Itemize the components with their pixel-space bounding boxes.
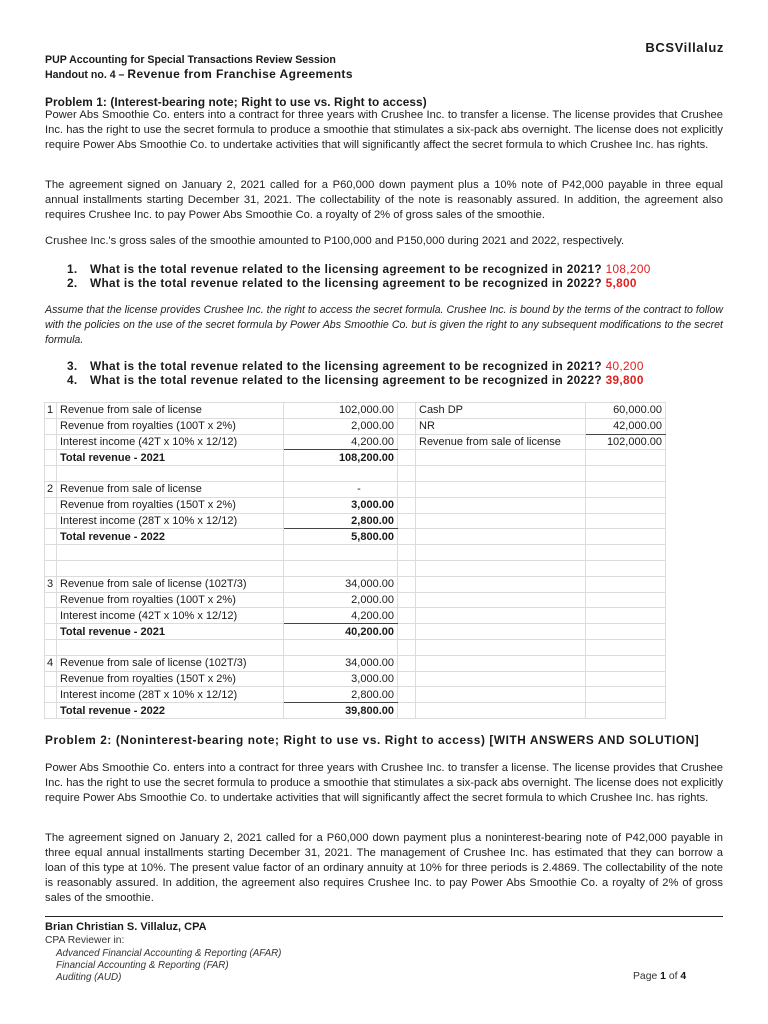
question-1: 1. What is the total revenue related to the licensing agreement to be recognized in 2021? 108,200 — [67, 262, 651, 276]
answer-4: 39,800 — [605, 373, 644, 387]
table-row: Total revenue - 2021 40,200.00 — [45, 624, 666, 640]
question-4: 4. What is the total revenue related to the licensing agreement to be recognized in 2022? 39,800 — [67, 373, 644, 387]
answer-2: 5,800 — [605, 276, 637, 290]
problem-1-paragraph-2: The agreement signed on January 2, 2021 called for a P60,000 down payment plus a 10% note of P42,000 payable in three equal annual installments starting December 31, 2021. The collectability of the note is reasonably assured. In addition, the agreement also requires Crushee Inc. to pay Power Abs Smoothie Co. a royalty of 2% of gross sales of the smoothie. — [45, 179, 723, 222]
problem-1-title: Problem 1: (Interest-bearing note; Right to use vs. Right to access) — [45, 95, 427, 109]
question-2: 2. What is the total revenue related to the licensing agreement to be recognized in 2022? 5,800 — [67, 276, 637, 290]
table-row: 1 Revenue from sale of license 102,000.00 Cash DP 60,000.00 — [45, 403, 666, 419]
problem-2-title: Problem 2: (Noninterest-bearing note; Right to use vs. Right to access) [WITH ANSWERS AND SOLUTION] — [45, 733, 700, 747]
handout-topic: Revenue from Franchise Agreements — [127, 67, 353, 81]
table-row — [45, 466, 666, 482]
footer-divider — [45, 916, 723, 917]
table-row: 4 Revenue from sale of license (102T/3) 34,000.00 — [45, 655, 666, 671]
table-row — [45, 545, 666, 561]
table-row — [45, 560, 666, 576]
answer-3: 40,200 — [605, 359, 644, 373]
problem-1-paragraph-1: Power Abs Smoothie Co. enters into a contract for three years with Crushee Inc. to transfer a license. The license provides that Crushee Inc. has the right to use the secret formula to produce a smoothie that stimulates a six-pack abs overnight. The license does not explicitly require Power Abs Smoothie Co. to undertake activities that will significantly affect the secret formula to which Crushee Inc. has rights. — [45, 109, 723, 152]
problem-2-paragraph-1: Power Abs Smoothie Co. enters into a contract for three years with Crushee Inc. to transfer a license. The license provides that Crushee Inc. has the right to use the secret formula to produce a smoothie that stimulates a six-pack abs overnight. The license does not explicitly require Power Abs Smoothie Co. to undertake activities that will significantly affect the secret formula to which Crushee Inc. has rights. — [45, 762, 723, 805]
solution-table — [44, 402, 666, 719]
table-row: Revenue from royalties (150T x 2%) 3,000.00 — [45, 497, 666, 513]
handout-prefix: Handout no. 4 – — [45, 69, 128, 81]
table-row: Total revenue - 2021 108,200.00 — [45, 450, 666, 466]
answer-1: 108,200 — [605, 262, 651, 276]
table-row: Revenue from royalties (100T x 2%) 2,000.00 — [45, 592, 666, 608]
table-row: Revenue from royalties (150T x 2%) 3,000.00 — [45, 671, 666, 687]
table-row: Interest income (28T x 10% x 12/12) 2,800.00 — [45, 687, 666, 703]
subject-aud: Auditing (AUD) — [56, 972, 122, 983]
table-row: 3 Revenue from sale of license (102T/3) 34,000.00 — [45, 576, 666, 592]
author-name: Brian Christian S. Villaluz, CPA — [45, 921, 207, 933]
table-row: Interest income (42T x 10% x 12/12) 4,200.00 — [45, 608, 666, 624]
problem-2-paragraph-2: The agreement signed on January 2, 2021 called for a P60,000 down payment plus a noninterest-bearing note of P42,000 payable in three equal annual installments starting December 31, 2021. The management of Crushee Inc. has estimated that they can borrow a loan of this type at 10%. The present value factor of an ordinary annuity at 10% for three periods is 2.4869. The collectability of the note is reasonably assured. In addition, the agreement also requires Crushee Inc. to pay Power Abs Smoothie Co. a royalty of 2% of gross sales of the smoothie. — [45, 832, 723, 905]
table-row: 2 Revenue from sale of license - — [45, 481, 666, 497]
table-row: Revenue from royalties (100T x 2%) 2,000.00 NR 42,000.00 — [45, 418, 666, 434]
table-row: Interest income (28T x 10% x 12/12) 2,800.00 — [45, 513, 666, 529]
question-3: 3. What is the total revenue related to the licensing agreement to be recognized in 2021? 40,200 — [67, 359, 644, 373]
assumption-paragraph: Assume that the license provides Crushee Inc. the right to access the secret formula. Crushee Inc. is bound by the terms of the contract to follow with the policies on the use of the secret formula by Power Abs Smoothie Co. but is given the right to any subsequent modifications to the secret formula. — [45, 304, 723, 347]
problem-1-paragraph-3: Crushee Inc.'s gross sales of the smoothie amounted to P100,000 and P150,000 during 2021 and 2022, respectively. — [45, 235, 625, 247]
table-row: Total revenue - 2022 39,800.00 — [45, 703, 666, 719]
handout-title — [45, 67, 353, 81]
subject-far: Financial Accounting & Reporting (FAR) — [56, 960, 229, 971]
author-subtitle: CPA Reviewer in: — [45, 935, 125, 946]
table-row: Interest income (42T x 10% x 12/12) 4,200.00 Revenue from sale of license 102,000.00 — [45, 434, 666, 450]
table-row — [45, 639, 666, 655]
subject-afar: Advanced Financial Accounting & Reporting (AFAR) — [56, 948, 282, 959]
brand-name: BCSVillaluz — [645, 40, 724, 55]
page-number: Page 1 of 4 — [633, 971, 687, 982]
course-title: PUP Accounting for Special Transactions Review Session — [45, 54, 336, 66]
table-row: Total revenue - 2022 5,800.00 — [45, 529, 666, 545]
